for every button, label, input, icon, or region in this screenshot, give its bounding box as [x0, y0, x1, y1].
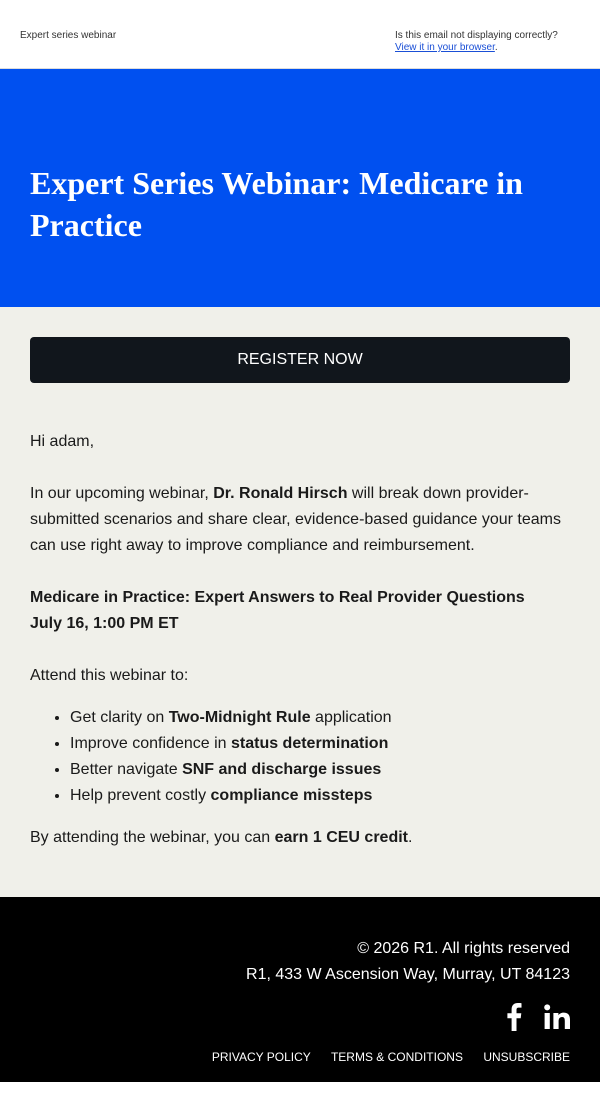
not-displaying-text: Is this email not displaying correctly? [395, 30, 558, 41]
bullet-bold: SNF and discharge issues [182, 761, 382, 778]
event-date: July 16, 1:00 PM ET [30, 615, 179, 632]
closing-paragraph [30, 825, 570, 851]
bullet-bold: compliance missteps [210, 787, 373, 804]
preheader-view-notice [395, 30, 558, 54]
bullet-text: application [310, 709, 392, 726]
unsubscribe-link[interactable]: UNSUBSCRIBE [483, 1050, 570, 1064]
terms-conditions-link[interactable]: TERMS & CONDITIONS [330, 1050, 463, 1064]
ceu-credit: earn 1 CEU credit [274, 829, 408, 846]
preheader-label: Expert series webinar [20, 30, 117, 41]
footer-links [30, 1049, 570, 1065]
attend-label: Attend this webinar to: [30, 667, 189, 684]
preheader [0, 0, 600, 69]
hero-title: Expert Series Webinar: Medicare in Practice [30, 165, 523, 243]
intro-text-pre: In our upcoming webinar, [30, 485, 214, 502]
bullet-text: Help prevent costly [70, 787, 211, 804]
register-now-button[interactable]: REGISTER NOW [30, 337, 570, 383]
list-item [70, 705, 570, 731]
list-item [70, 757, 570, 783]
event-details [30, 585, 570, 637]
bullet-bold: status determination [230, 735, 389, 752]
linkedin-icon[interactable] [544, 1004, 570, 1039]
closing-text-pre: By attending the webinar, you can [30, 829, 275, 846]
view-in-browser-period: . [494, 42, 498, 53]
event-title: Medicare in Practice: Expert Answers to Real Provider Questions [30, 589, 525, 606]
footer [0, 897, 600, 1082]
closing-text-post: . [408, 829, 413, 846]
speaker-name: Dr. Ronald Hirsch [213, 485, 348, 502]
bullet-text: Get clarity on [70, 709, 169, 726]
bullet-text: Better navigate [70, 761, 183, 778]
greeting: Hi adam, [30, 433, 95, 450]
email-content [0, 307, 600, 897]
benefits-list [30, 705, 570, 809]
bullet-text: Improve confidence in [70, 735, 231, 752]
company-address: R1, 433 W Ascension Way, Murray, UT 84123 [246, 966, 570, 983]
view-in-browser-link[interactable]: View it in your browser [395, 42, 495, 53]
facebook-icon[interactable] [506, 1003, 522, 1040]
intro-text-post: will break down provider-submitted scenarios and share clear, evidence-based guidance your teams can use right away to improve compliance and reimbursement. [30, 485, 561, 554]
intro-paragraph [30, 481, 570, 559]
list-item [70, 783, 570, 809]
bullet-bold: Two-Midnight Rule [168, 709, 311, 726]
privacy-policy-link[interactable]: PRIVACY POLICY [211, 1050, 311, 1064]
list-item [70, 731, 570, 757]
hero-banner [0, 69, 600, 307]
social-links [30, 1003, 570, 1037]
copyright: © 2026 R1. All rights reserved [357, 940, 570, 957]
